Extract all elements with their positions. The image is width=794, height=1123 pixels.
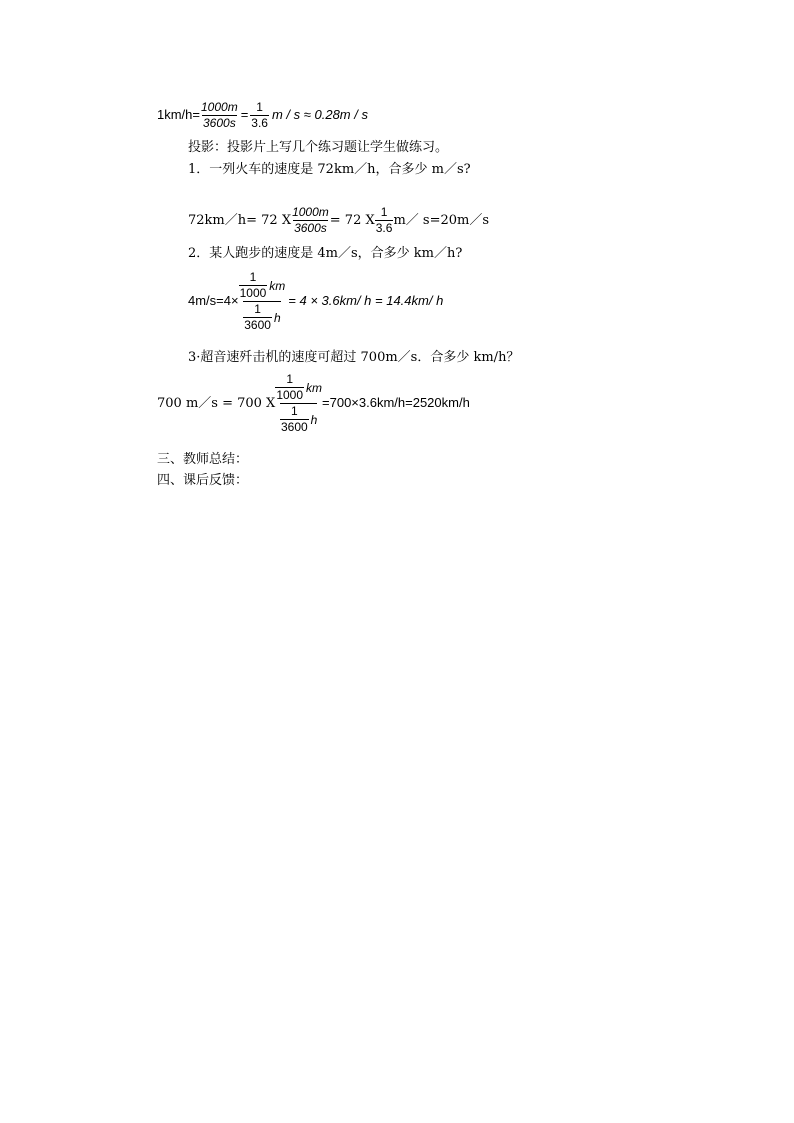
answer-1-prefix: 72km／h= 72 X <box>188 213 292 228</box>
fraction-1-1000 <box>275 372 304 403</box>
answer-2 <box>188 270 443 333</box>
numerator: 1 <box>290 404 298 418</box>
denominator: 1000 <box>276 388 304 402</box>
unit-h: h <box>310 412 318 427</box>
denominator: 3.6 <box>251 116 268 130</box>
compound-fraction <box>275 372 322 435</box>
numerator: 1000m <box>292 205 329 219</box>
answer-1-suffix: m／ s=20m／s <box>393 213 490 228</box>
question-3: 3·超音速歼击机的速度可超过 700m／s．合多少 km/h？ <box>188 350 520 365</box>
numerator: 1000m <box>201 100 238 114</box>
fraction-1-3600 <box>243 302 272 333</box>
numerator: 1 <box>249 270 257 284</box>
unit-km: km <box>306 380 323 395</box>
fraction-1000m-3600s <box>200 100 239 131</box>
numerator: 1 <box>286 372 293 386</box>
fraction-1-3.6 <box>375 205 394 236</box>
answer-2-prefix: 4m/s=4× <box>188 293 239 308</box>
compound-bottom <box>243 301 280 333</box>
fraction-1-3600 <box>280 404 309 435</box>
section-teacher-summary: 三、教师总结： <box>157 452 249 467</box>
answer-3-prefix: 700 m／s = 700 X <box>157 396 276 411</box>
denominator: 1000 <box>239 286 267 300</box>
compound-fraction <box>239 270 286 333</box>
denominator: 3.6 <box>375 221 393 235</box>
question-2: 2．某人跑步的速度是 4m／s，合多少 km／h? <box>188 246 463 261</box>
equals-sign: = <box>240 107 249 122</box>
denominator: 3600s <box>203 116 236 130</box>
answer-2-rest: = 4 × 3.6km/ h = 14.4km/ h <box>288 293 444 308</box>
denominator: 3600s <box>294 221 327 235</box>
compound-top <box>239 270 286 301</box>
fraction-1-3.6 <box>250 100 269 131</box>
compound-bottom <box>280 403 317 435</box>
fraction-1-1000 <box>239 270 268 301</box>
unit-h: h <box>273 310 281 325</box>
answer-3-rest: =700×3.6km/h=2520km/h <box>322 395 470 410</box>
numerator: 1 <box>380 205 388 219</box>
answer-1-mid: = 72 X <box>329 213 375 228</box>
numerator: 1 <box>256 100 263 114</box>
answer-3 <box>157 372 470 435</box>
denominator: 3600 <box>244 318 271 332</box>
compound-top <box>275 372 322 403</box>
conversion-prefix: 1km/h= <box>157 107 200 122</box>
numerator: 1 <box>254 302 261 316</box>
denominator: 3600 <box>280 420 308 434</box>
section-feedback: 四、课后反馈： <box>157 473 249 488</box>
projection-instruction: 投影：投影片上写几个练习题让学生做练习。 <box>188 140 449 155</box>
question-1: 1．一列火车的速度是 72km／h，合多少 m／s? <box>188 162 471 177</box>
conversion-line <box>157 100 368 131</box>
fraction-1000m-3600s <box>291 205 330 236</box>
conversion-rest: m / s ≈ 0.28m / s <box>271 107 368 122</box>
answer-1 <box>188 205 489 236</box>
unit-km: km <box>269 278 286 293</box>
